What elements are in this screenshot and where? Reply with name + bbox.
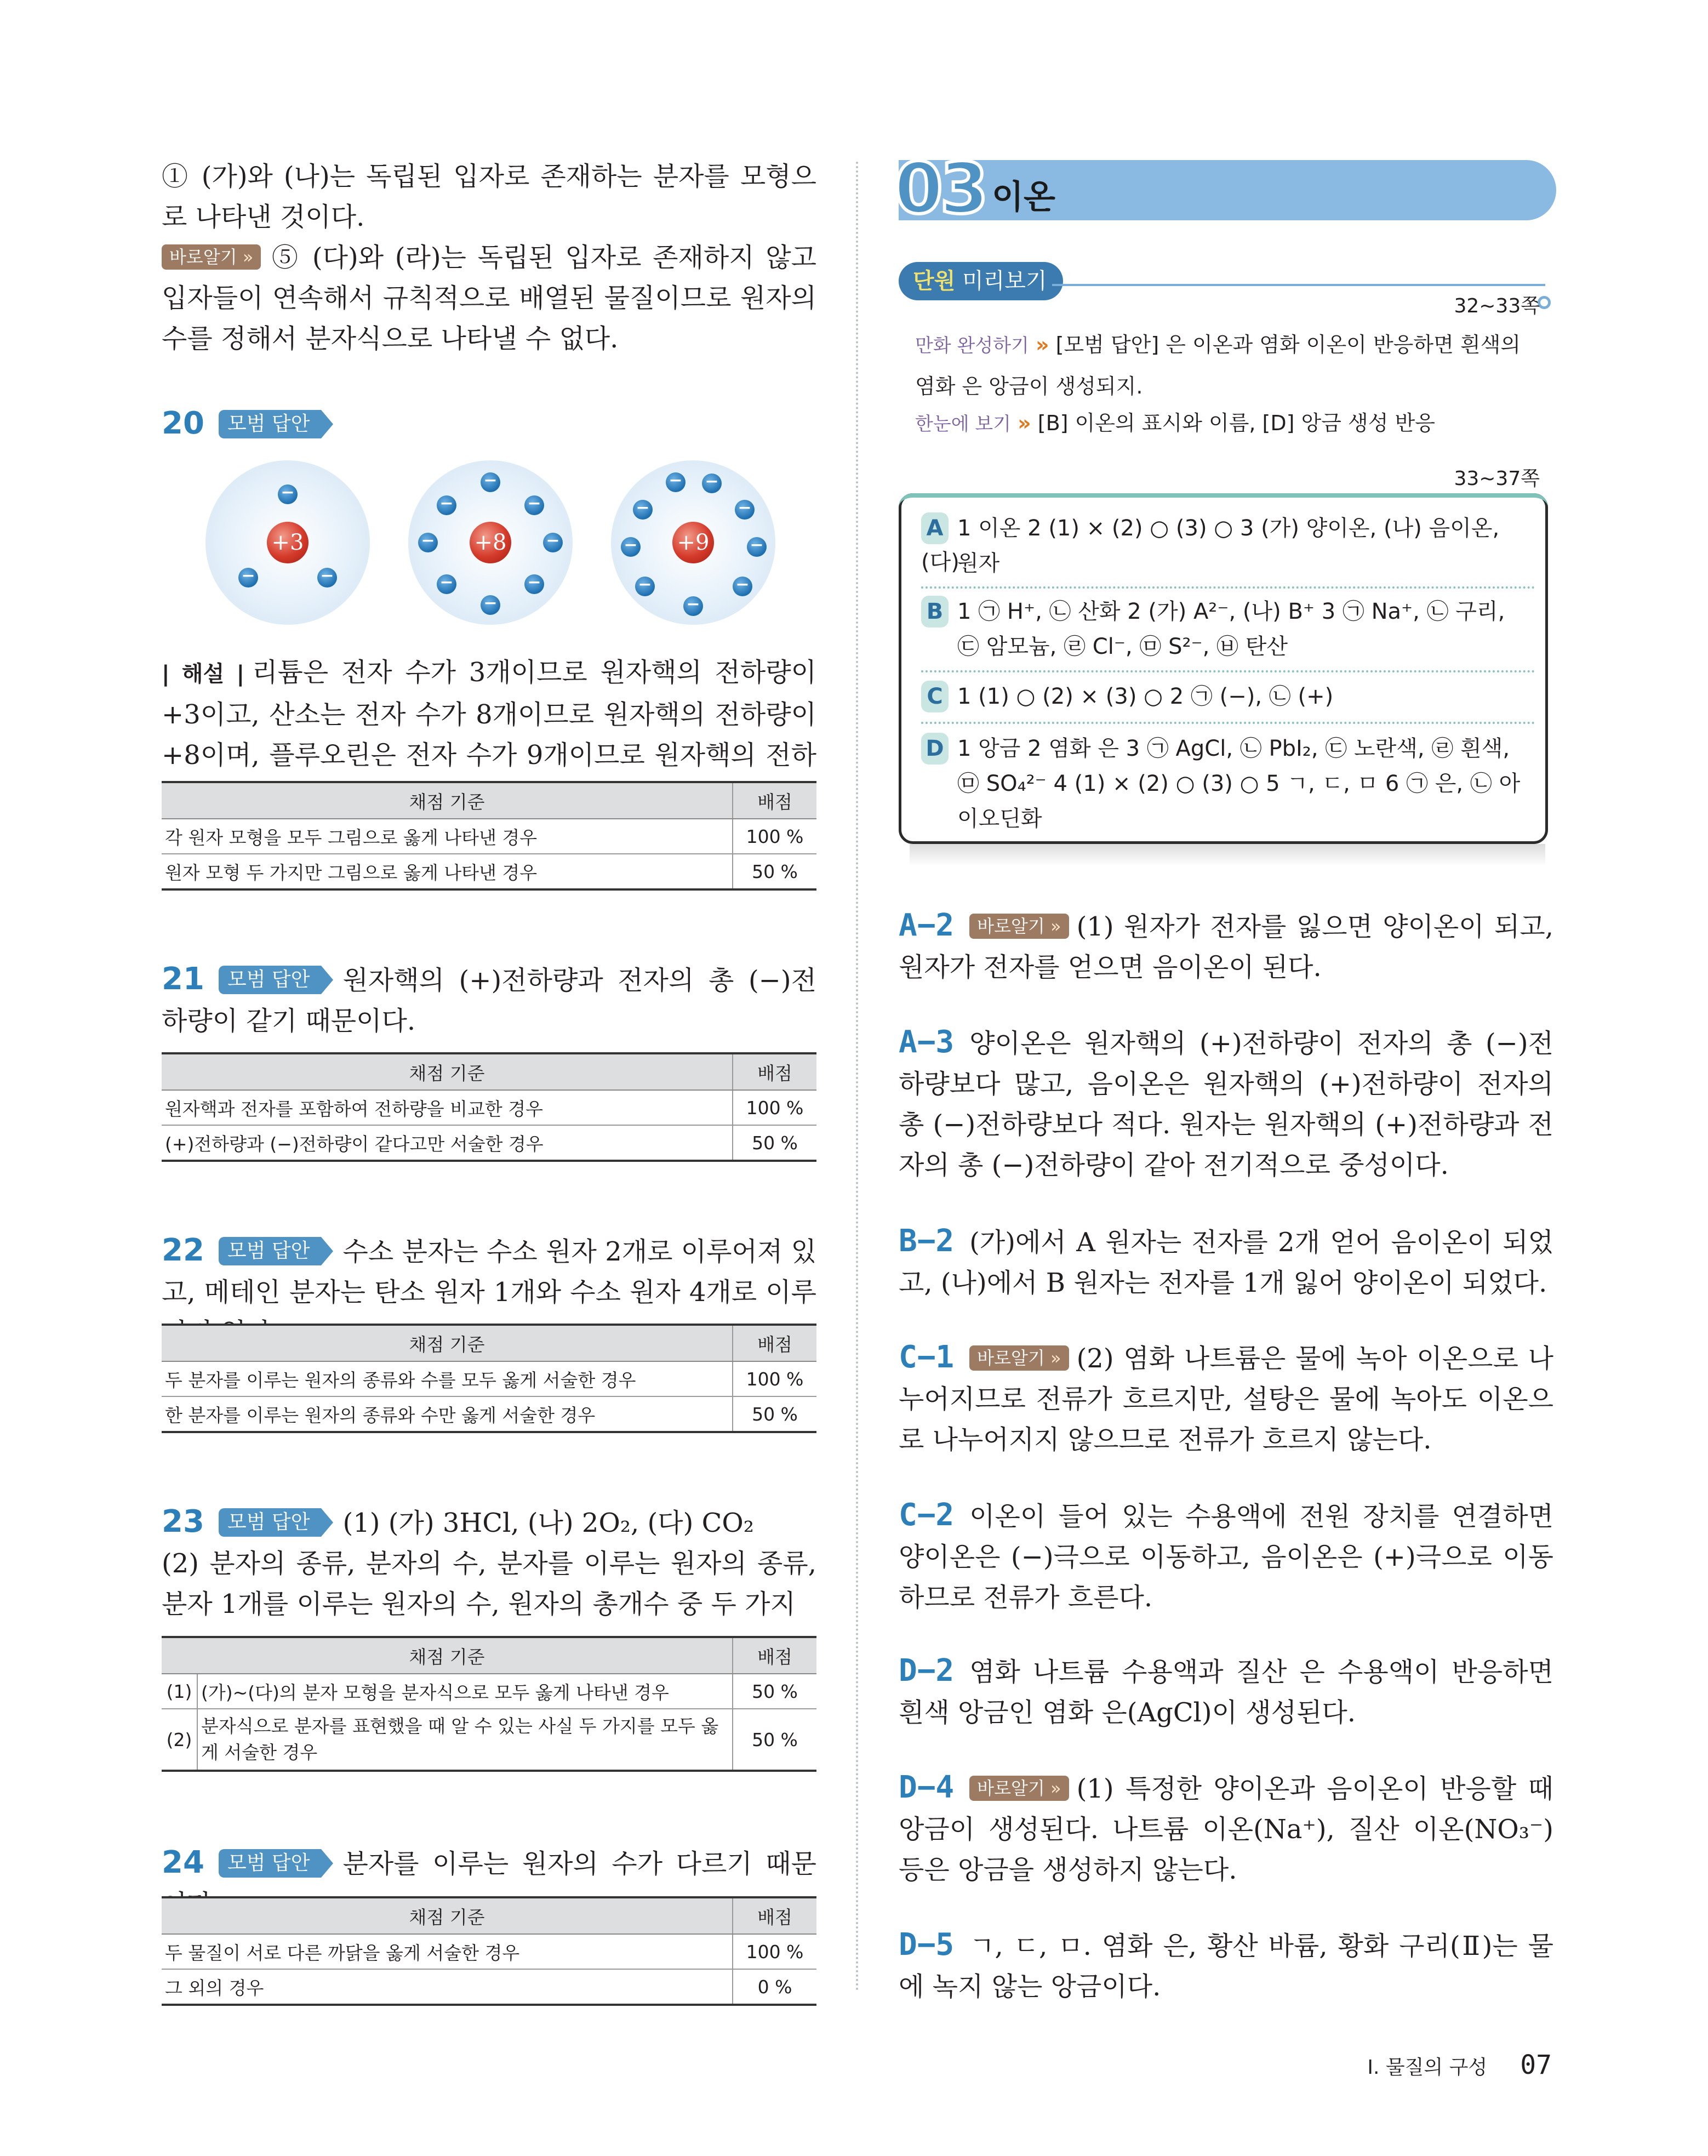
atom-model-oxygen bbox=[408, 460, 573, 625]
answer-d-2: D−2 염화 나트륨 수용액과 질산 은 수용액이 반응하면 흰색 앙금인 염화 은(AgCl)이 생성된다. bbox=[899, 1653, 1553, 1728]
page-reference: 33~37쪽 bbox=[1454, 467, 1540, 490]
q23-grading-table bbox=[162, 1636, 816, 1772]
electron: − bbox=[702, 474, 722, 493]
table-header: 채점 기준 bbox=[162, 1053, 733, 1090]
electron: − bbox=[543, 533, 563, 552]
row-letter-badge: C bbox=[921, 681, 949, 712]
electron: − bbox=[635, 577, 655, 596]
explanation-label: | 해설 | bbox=[162, 661, 245, 687]
electron: − bbox=[481, 595, 500, 615]
q23-block bbox=[162, 1502, 816, 1624]
answer-row-d-cont: 이오딘화 bbox=[957, 806, 1042, 831]
atom-model-lithium bbox=[205, 460, 370, 625]
model-answer-tag: 모범 답안 bbox=[219, 410, 321, 438]
answer-a-3: A−3 양이온은 원자핵의 (+)전하량이 전자의 총 (−)전하량보다 많고, 음이온은 원자핵의 (+)전하량이 전자의 총 (−)전하량보다 적다. 원자는 원자핵의 (+)전하량과 전자의 총 (−)전하량이 같아 전기적으로 중성이다. bbox=[899, 1024, 1553, 1180]
baro-tag: 바로알기 » bbox=[969, 1776, 1069, 1801]
electron: − bbox=[735, 500, 755, 520]
unit-preview-tag: 단원 미리보기 bbox=[899, 262, 1063, 300]
table-row: 각 원자 모형을 모두 그림으로 옳게 나타낸 경우 100 % bbox=[162, 819, 816, 854]
section-title: 이온 bbox=[992, 178, 1055, 216]
electron: − bbox=[621, 537, 641, 557]
answer-row-c: C 1 (1) ○ (2) × (3) ○ 2 ㉠ (−), ㉡ (+) bbox=[921, 680, 1535, 714]
question-number: 22 bbox=[162, 1233, 204, 1268]
table-row: 두 물질이 서로 다른 까닭을 옳게 서술한 경우 100 % bbox=[162, 1934, 816, 1969]
table-row: 그 외의 경우 0 % bbox=[162, 1969, 816, 2005]
box-shadow bbox=[910, 844, 1545, 866]
atom-models bbox=[205, 460, 764, 647]
answer-d-4: D−4 바로알기 » (1) 특정한 양이온과 음이온이 반응할 때 앙금이 생성된다. 나트륨 이온(Na⁺), 질산 이온(NO₃⁻) 등은 앙금을 생성하지 않는다. bbox=[899, 1770, 1553, 1885]
table-header: 배점 bbox=[733, 1325, 816, 1361]
nucleus: +8 bbox=[470, 522, 511, 563]
table-row: (+)전하량과 (−)전하량이 같다고만 서술한 경우 50 % bbox=[162, 1125, 816, 1161]
baro-tag: 바로알기 » bbox=[969, 1345, 1069, 1371]
question-number: 23 bbox=[162, 1504, 204, 1539]
electron: − bbox=[418, 533, 438, 552]
intro-block bbox=[162, 156, 816, 359]
answer-row-d-cont: ㉤ SO₄²⁻ 4 (1) × (2) ○ (3) ○ 5 ㄱ, ㄷ, ㅁ 6 ㉠ 은, ㉡ 아 bbox=[957, 771, 1521, 796]
model-answer-tag: 모범 답안 bbox=[219, 966, 321, 994]
answer-row-b: B 1 ㉠ H⁺, ㉡ 산화 2 (가) A²⁻, (나) B⁺ 3 ㉠ Na⁺, ㉡ 구리, bbox=[921, 595, 1535, 629]
model-answer-tag: 모범 답안 bbox=[219, 1849, 321, 1878]
answer-d-5: D−5 ㄱ, ㄷ, ㅁ. 염화 은, 황산 바륨, 황화 구리(Ⅱ)는 물에 녹지 않는 앙금이다. bbox=[899, 1927, 1553, 2002]
electron: − bbox=[317, 568, 337, 588]
electron: − bbox=[524, 495, 544, 515]
page-number: 07 bbox=[1520, 2050, 1552, 2080]
table-row: 두 분자를 이루는 원자의 종류와 수를 모두 옳게 서술한 경우 100 % bbox=[162, 1361, 816, 1396]
electron: − bbox=[481, 472, 500, 492]
q22-grading-table bbox=[162, 1324, 816, 1433]
q20-header bbox=[162, 406, 816, 441]
question-number: 21 bbox=[162, 961, 204, 997]
electron: − bbox=[733, 577, 752, 596]
answer-b-2: B−2 (가)에서 A 원자는 전자를 2개 얻어 음이온이 되었고, (나)에서 B 원자는 전자를 1개 잃어 양이온이 되었다. bbox=[899, 1223, 1553, 1298]
table-header: 배점 bbox=[733, 1897, 816, 1934]
answer-c-2: C−2 이온이 들어 있는 수용액에 전원 장치를 연결하면 양이온은 (−)극으로 이동하고, 음이온은 (+)극으로 이동하므로 전류가 흐른다. bbox=[899, 1497, 1553, 1613]
electron: − bbox=[437, 495, 456, 515]
q21-block: 21 모범 답안 원자핵의 (+)전하량과 전자의 총 (−)전하량이 같기 때문이다. bbox=[162, 959, 816, 1041]
electron: − bbox=[633, 500, 653, 520]
table-header: 채점 기준 bbox=[162, 782, 733, 819]
manhwa-line: 만화 완성하기 » [모범 답안] 은 이온과 염화 이온이 반응하면 흰색의 염화 은 앙금이 생성되지. bbox=[915, 333, 1521, 398]
answer-row-a-cont: 원자 bbox=[957, 551, 1000, 576]
model-answer-tag: 모범 답안 bbox=[219, 1508, 321, 1537]
chapter-label: Ⅰ. 물질의 구성 bbox=[1367, 2056, 1488, 2079]
table-header: 배점 bbox=[733, 1053, 816, 1090]
table-header: 배점 bbox=[733, 1637, 816, 1674]
question-number: 20 bbox=[162, 406, 204, 441]
preview-rule bbox=[1052, 284, 1545, 286]
page-footer bbox=[1367, 2050, 1552, 2080]
intro-line2: 바로알기 » ⑤ (다)와 (라)는 독립된 입자로 존재하지 않고 입자들이 연속해서 규칙적으로 배열된 물질이므로 원자의 수를 정해서 분자식으로 나타낼 수 없다. bbox=[162, 242, 816, 354]
table-row: 원자핵과 전자를 포함하여 전하량을 비교한 경우 100 % bbox=[162, 1090, 816, 1125]
q24-grading-table bbox=[162, 1896, 816, 2006]
q23-line1: 23 모범 답안 (1) (가) 3HCl, (나) 2O₂, (다) CO₂ bbox=[162, 1502, 816, 1543]
electron: − bbox=[524, 574, 544, 594]
page-reference: 32~33쪽 bbox=[1454, 295, 1540, 317]
table-header: 채점 기준 bbox=[162, 1637, 733, 1674]
q20-explanation: | 해설 | 리튬은 전자 수가 3개이므로 원자핵의 전하량이 +3이고, 산소는 전자 수가 8개이므로 원자핵의 전하량이 +8이며, 플루오린은 전자 수가 9개이므로 원자핵의 전하 bbox=[162, 657, 816, 771]
electron: − bbox=[683, 596, 703, 616]
electron: − bbox=[666, 472, 686, 492]
answer-summary-box bbox=[899, 493, 1548, 844]
q22-block: 22 모범 답안 수소 분자는 수소 원자 2개로 이루어져 있고, 메테인 분자는 탄소 원자 1개와 수소 원자 4개로 이루 bbox=[162, 1230, 816, 1353]
model-answer-tag: 모범 답안 bbox=[219, 1237, 321, 1265]
electron: − bbox=[437, 574, 456, 594]
table-row: (2) 분자식으로 분자를 표현했을 때 알 수 있는 사실 두 가지를 모두 옳게 서술한 경우 50 % bbox=[162, 1709, 816, 1771]
q23-line2: (2) 분자의 종류, 분자의 수, 분자를 이루는 원자의 종류, 분자 1개를 이루는 원자의 수, 원자의 총개수 중 두 가지 bbox=[162, 1548, 816, 1619]
table-row: (1) (가)~(다)의 분자 모형을 분자식으로 모두 옳게 나타낸 경우 50 % bbox=[162, 1674, 816, 1709]
answer-c-1: C−1 바로알기 » (2) 염화 나트륨은 물에 녹아 이온으로 나누어지므로 전류가 흐르지만, 설탕은 물에 녹아도 이온으로 나누어지지 않으므로 전류가 흐르지 않는다. bbox=[899, 1339, 1553, 1455]
table-row: 한 분자를 이루는 원자의 종류와 수만 옳게 서술한 경우 50 % bbox=[162, 1396, 816, 1432]
atom-model-fluorine bbox=[611, 460, 775, 625]
answer-row-d: D 1 앙금 2 염화 은 3 ㉠ AgCl, ㉡ PbI₂, ㉢ 노란색, ㉣ 흰색, bbox=[921, 732, 1535, 766]
q20-grading-table bbox=[162, 781, 816, 891]
answer-row-a: A 1 이온 2 (1) × (2) ○ (3) ○ 3 (가) 양이온, (나) 음이온, (다) bbox=[921, 511, 1535, 579]
section-number: 03 bbox=[894, 148, 986, 230]
answer-row-b-cont: ㉢ 암모늄, ㉣ Cl⁻, ㉤ S²⁻, ㉥ 탄산 bbox=[957, 634, 1288, 659]
row-letter-badge: B bbox=[921, 596, 949, 628]
question-number: 24 bbox=[162, 1845, 204, 1880]
electron: − bbox=[747, 537, 767, 557]
table-header: 배점 bbox=[733, 782, 816, 819]
q21-grading-table bbox=[162, 1052, 816, 1162]
baro-tag: 바로알기 » bbox=[969, 914, 1069, 939]
nucleus: +9 bbox=[672, 522, 714, 563]
electron: − bbox=[238, 568, 258, 588]
row-letter-badge: D bbox=[921, 733, 949, 765]
electron: − bbox=[278, 484, 298, 504]
table-header: 채점 기준 bbox=[162, 1897, 733, 1934]
row-letter-badge: A bbox=[921, 512, 949, 544]
table-header: 채점 기준 bbox=[162, 1325, 733, 1361]
answer-a-2: A−2 바로알기 » (1) 원자가 전자를 잃으면 양이온이 되고, 원자가 전자를 얻으면 음이온이 된다. bbox=[899, 908, 1553, 983]
intro-line1: ① (가)와 (나)는 독립된 입자로 존재하는 분자를 모형으로 나타낸 것이다. bbox=[162, 161, 816, 232]
baro-tag: 바로알기 » bbox=[162, 244, 261, 270]
q24-block: 24 모범 답안 분자를 이루는 원자의 수가 다르기 때문 bbox=[162, 1843, 816, 1925]
glance-line: 한눈에 보기 » [B] 이온의 표시와 이름, [D] 앙금 생성 반응 bbox=[915, 411, 1435, 435]
column-divider bbox=[856, 162, 858, 1992]
table-row: 원자 모형 두 가지만 그림으로 옳게 나타낸 경우 50 % bbox=[162, 854, 816, 889]
nucleus: +3 bbox=[267, 522, 309, 563]
